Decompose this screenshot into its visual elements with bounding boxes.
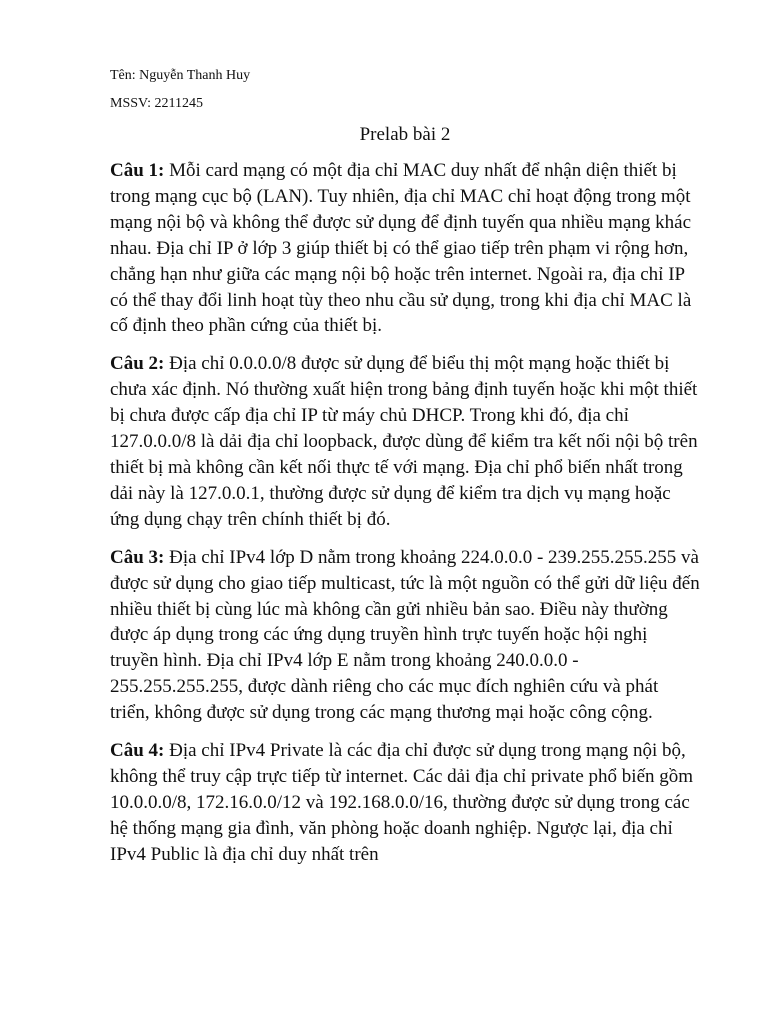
question-2-label: Câu 2:: [110, 353, 165, 375]
question-1-label: Câu 1:: [110, 160, 165, 181]
question-1-text: Mỗi card mạng có một địa chỉ MAC duy nhất để nhận diện thiết bị trong mạng cục bộ (LAN). Tuy nhiên, địa chỉ MAC chỉ hoạt động trong một mạng nội bộ và không thể được sử dụng để định tuyến qua nhiều mạng khác nhau. Địa chỉ IP ở lớp 3 giúp thiết bị có thể giao tiếp trên phạm vi rộng hơn, chẳng hạn như giữa các mạng nội bộ hoặc trên internet. Ngoài ra, địa chỉ IP có thể thay đổi linh hoạt tùy theo nhu cầu sử dụng, trong khi địa chỉ MAC là cố định theo phần cứng của thiết bị.: [110, 160, 692, 337]
question-4-text: Địa chỉ IPv4 Private là các địa chỉ được sử dụng trong mạng nội bộ, không thể truy cập trực tiếp từ internet. Các dải địa chỉ private phổ biến gồm 10.0.0.0/8, 172.16.0.0/12 và 192.168.0.0/16, thường được sử dụng trong các hệ thống mạng gia đình, văn phòng hoặc doanh nghiệp. Ngược lại, địa chỉ IPv4 Public là địa chỉ duy nhất trên: [110, 740, 694, 865]
question-2-text: Địa chỉ 0.0.0.0/8 được sử dụng để biểu thị một mạng hoặc thiết bị chưa xác định. Nó thường xuất hiện trong bảng định tuyến hoặc khi một thiết bị chưa được cấp địa chỉ IP từ máy chủ DHCP. Trong khi đó, địa chỉ 127.0.0.0/8 là dải địa chỉ loopback, được dùng để kiểm tra kết nối nội bộ trên thiết bị mà không cần kết nối thực tế với mạng. Địa chỉ phổ biến nhất trong dải này là 127.0.0.1, thường được sử dụng để kiểm tra dịch vụ mạng hoặc ứng dụng chạy trên chính thiết bị đó.: [110, 353, 698, 530]
question-2-paragraph: [110, 351, 700, 532]
document-title: Prelab bài 2: [359, 124, 451, 145]
question-4-paragraph: [110, 738, 700, 868]
question-1-paragraph: [110, 158, 700, 339]
student-name: Tên: Nguyễn Thanh Huy: [110, 68, 251, 83]
question-3-label: Câu 3:: [110, 546, 165, 568]
document-page: [110, 62, 700, 880]
question-3-paragraph: [110, 545, 700, 726]
student-id: MSSV: 2211245: [110, 96, 203, 111]
question-3-text: Địa chỉ IPv4 lớp D nằm trong khoảng 224.0.0.0 - 239.255.255.255 và được sử dụng cho giao tiếp multicast, tức là một nguồn có thể gửi dữ liệu đến nhiều thiết bị cùng lúc mà không cần gửi nhiều bản sao. Điều này thường được áp dụng trong các ứng dụng truyền hình trực tuyến hoặc hội nghị truyền hình. Địa chỉ IPv4 lớp E nằm trong khoảng 240.0.0.0 - 255.255.255.255, được dành riêng cho các mục đích nghiên cứu và phát triển, không được sử dụng trong các mạng thương mại hoặc công cộng.: [110, 546, 700, 724]
question-4-label: Câu 4:: [110, 740, 165, 762]
